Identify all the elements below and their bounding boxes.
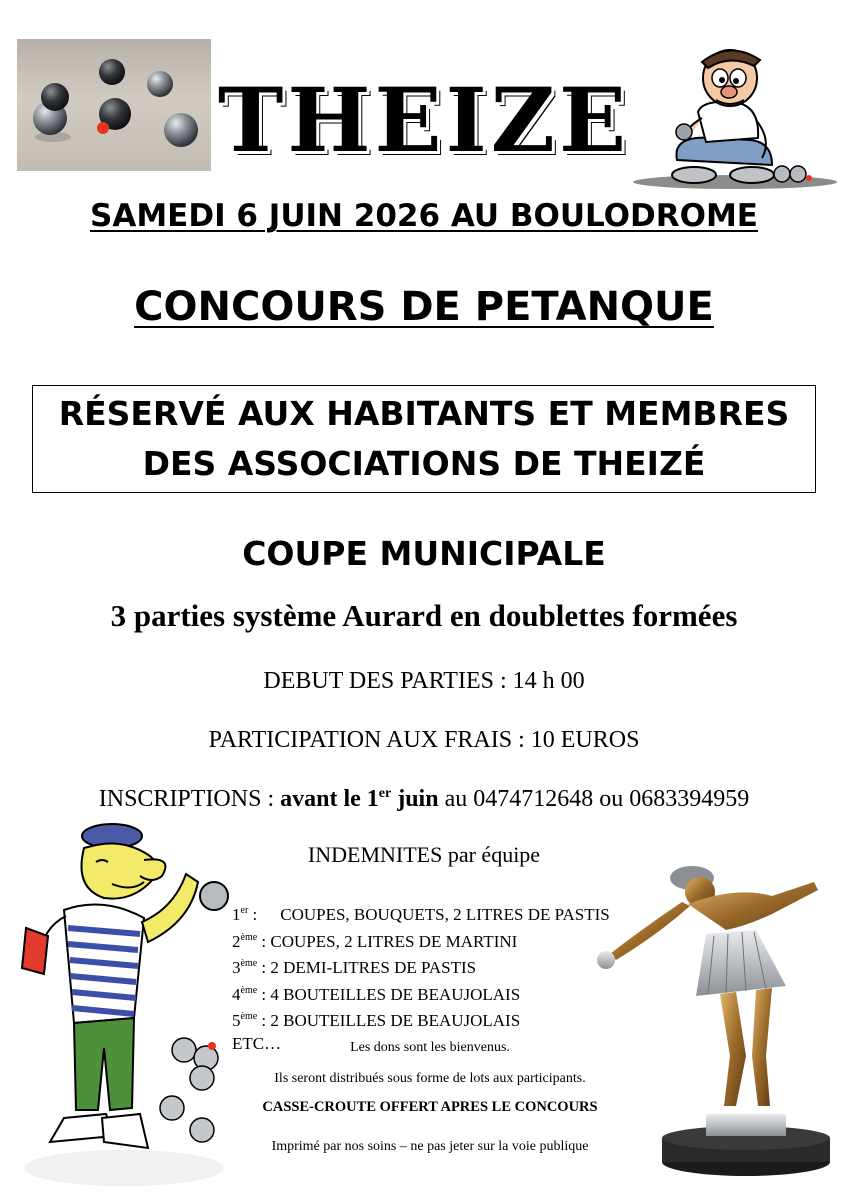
- start-time: DEBUT DES PARTIES : 14 h 00: [263, 668, 585, 694]
- cup-name: COUPE MUNICIPALE: [242, 534, 606, 573]
- eligibility-line-1: RÉSERVÉ AUX HABITANTS ET MEMBRES: [58, 394, 790, 433]
- registration-deadline: avant le 1er juin: [280, 786, 439, 812]
- entry-fee: PARTICIPATION AUX FRAIS : 10 EUROS: [208, 727, 640, 753]
- registration-label: INSCRIPTIONS :: [98, 786, 281, 812]
- prize-row: 5ème : 2 BOUTEILLES DE BEAUJOLAIS: [232, 1011, 521, 1030]
- footer-note: Imprimé par nos soins – ne pas jeter sur la voie publique: [271, 1139, 589, 1154]
- prize-row: 2ème : COUPES, 2 LITRES DE MARTINI: [232, 931, 518, 951]
- distribution-note: Ils seront distribués sous forme de lots aux participants.: [274, 1071, 586, 1086]
- indemnities-title: INDEMNITES par équipe: [307, 842, 541, 867]
- game-format: 3 parties système Aurard en doublettes formées: [110, 598, 738, 633]
- prize-row: 1er : COUPES, BOUQUETS, 2 LITRES DE PASTIS: [232, 905, 610, 924]
- petanque-trophy-image: [596, 856, 836, 1182]
- eligibility-line-2: DES ASSOCIATIONS DE THEIZÉ: [142, 444, 706, 483]
- date-venue-line: SAMEDI 6 JUIN 2026 AU BOULODROME: [90, 198, 758, 234]
- eligibility-box: [32, 385, 816, 493]
- prize-row: 4ème : 4 BOUTEILLES DE BEAUJOLAIS: [232, 984, 521, 1004]
- registration-line: [0, 786, 848, 813]
- cartoon-player-striped-illustration: [14, 818, 232, 1190]
- registration-phones: au 0474712648 ou 0683394959: [438, 786, 750, 812]
- event-name: CONCOURS DE PETANQUE: [134, 284, 714, 330]
- poster-title: THEIZE: [217, 68, 631, 172]
- prize-row: 3ème : 2 DEMI-LITRES DE PASTIS: [232, 958, 477, 977]
- prize-etc: ETC…: [232, 1033, 282, 1053]
- donations-note: Les dons sont les bienvenus.: [350, 1040, 510, 1055]
- snack-note: CASSE-CROUTE OFFERT APRES LE CONCOURS: [262, 1099, 598, 1115]
- prize-list: [232, 900, 610, 1055]
